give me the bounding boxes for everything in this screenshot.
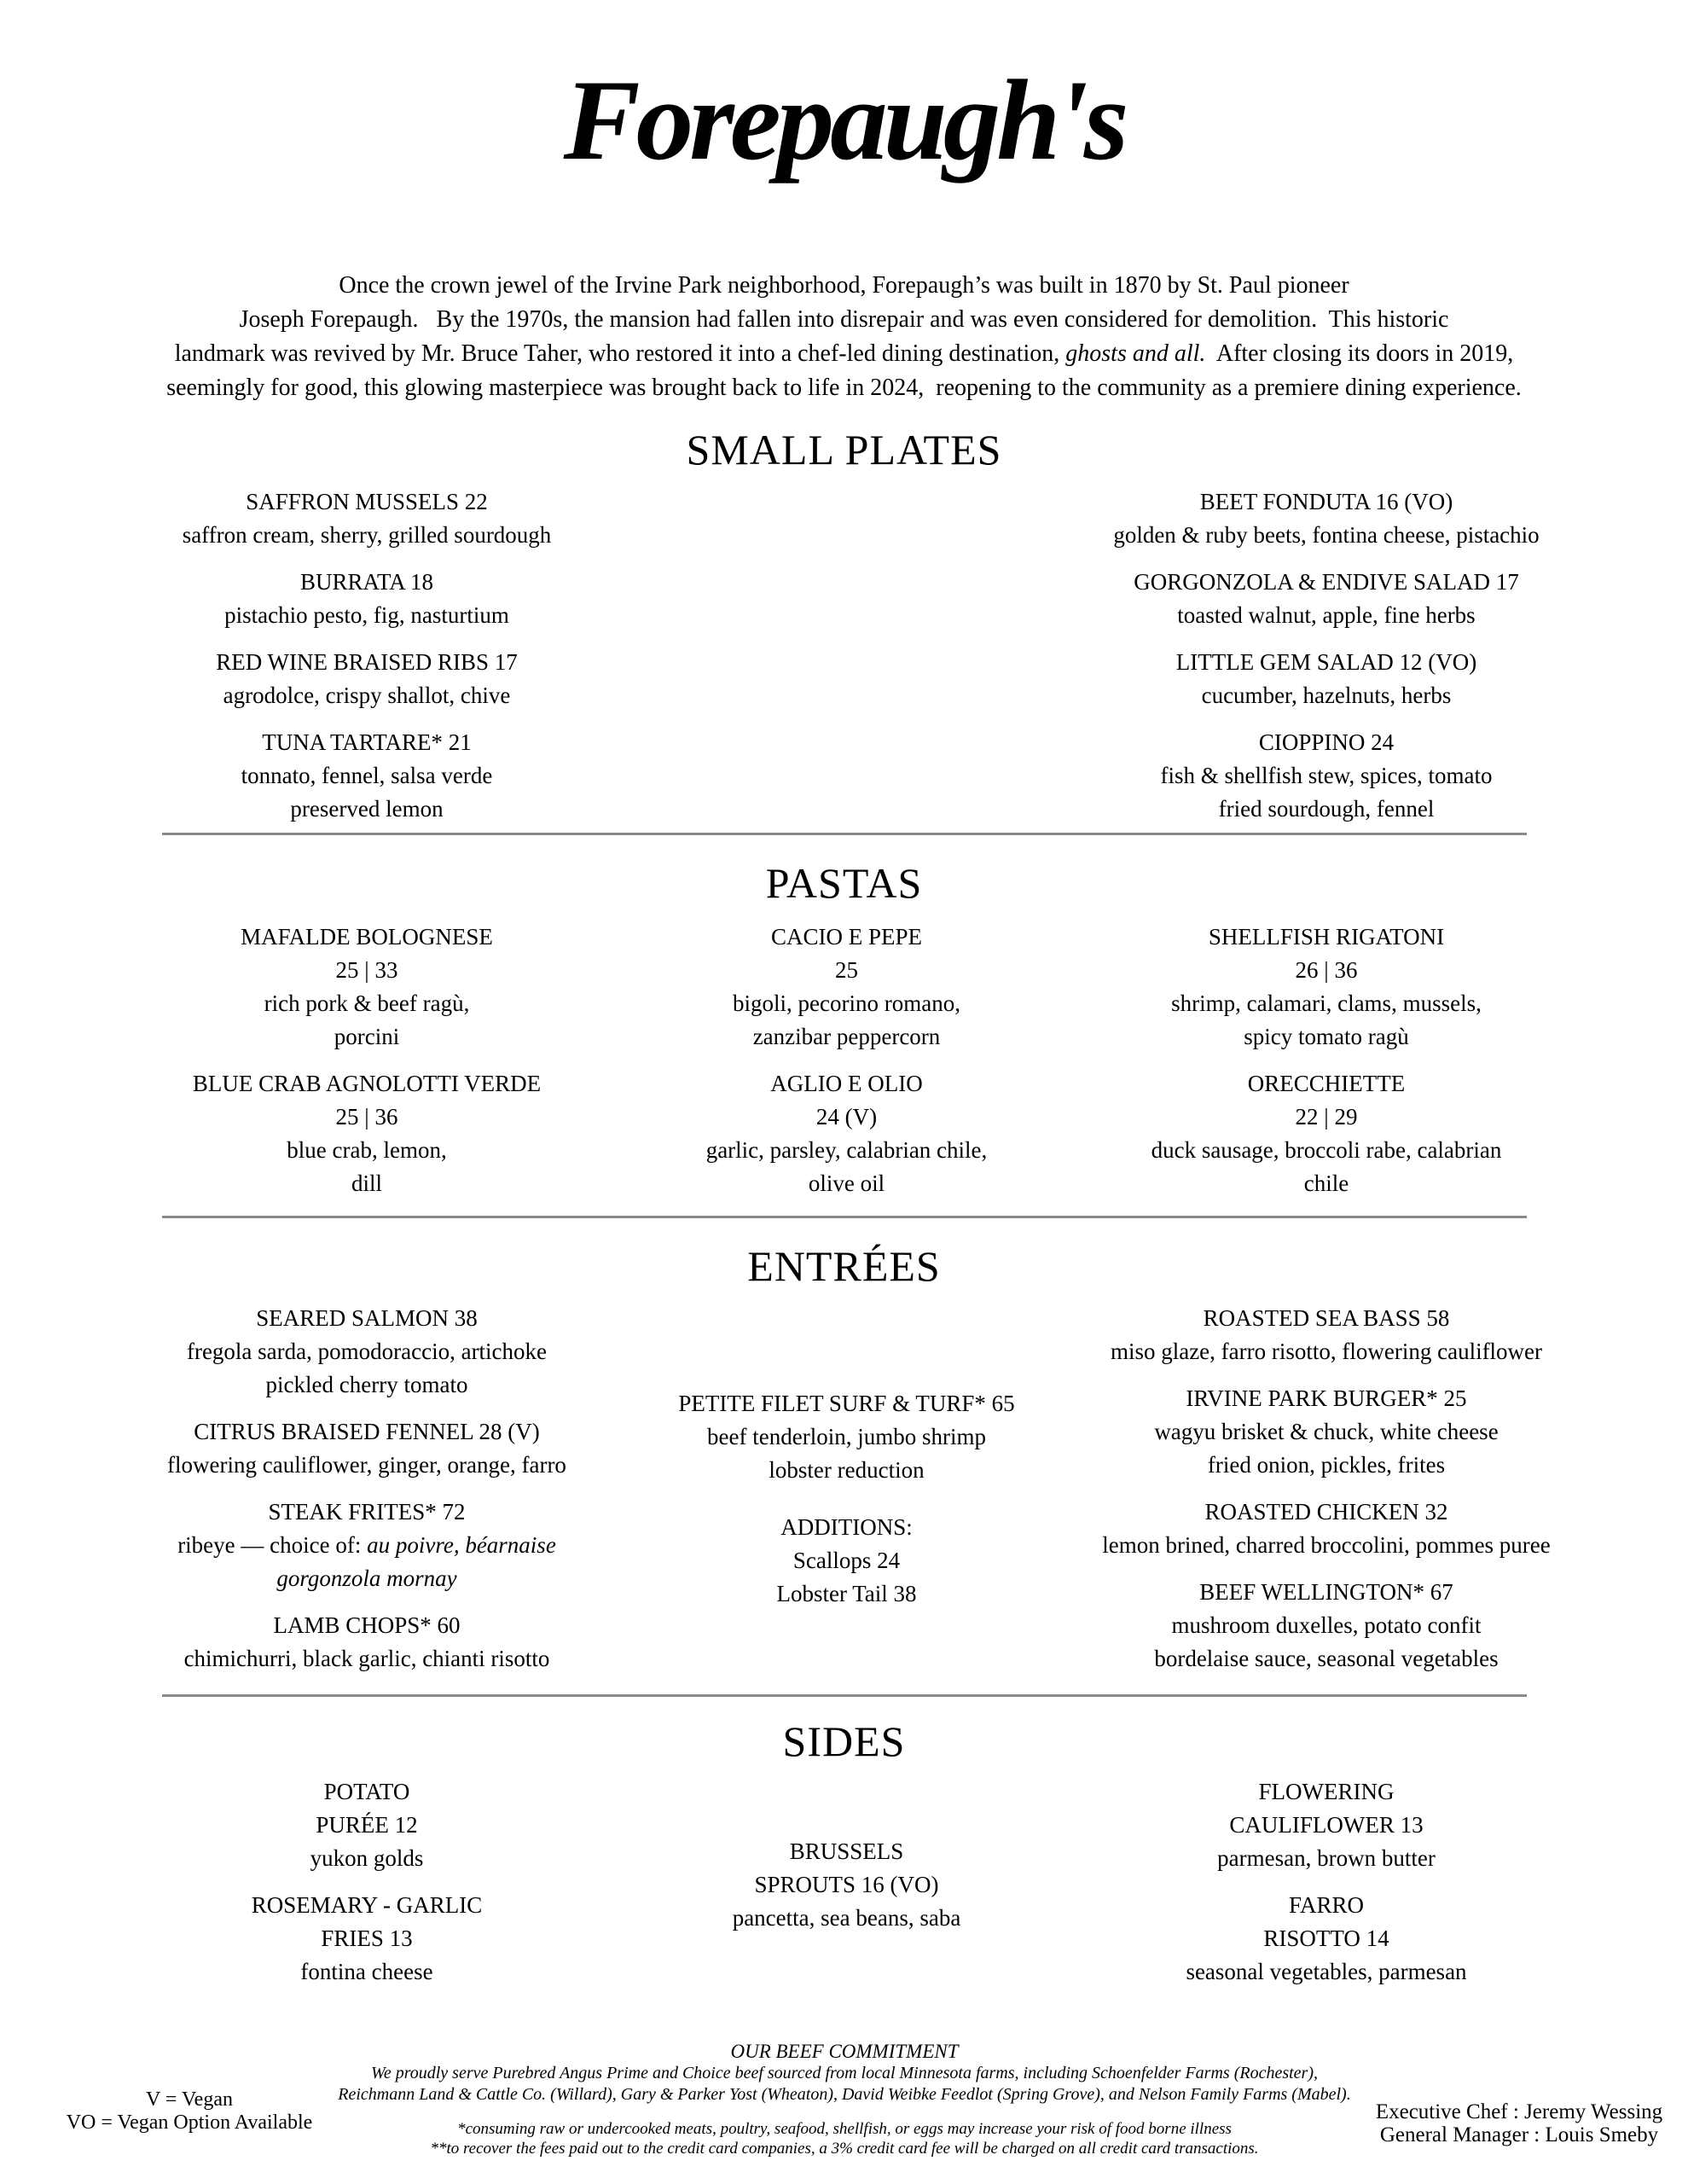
item-description-line: tonnato, fennel, salsa verde	[241, 762, 493, 788]
item-name: CIOPPINO 24	[1258, 729, 1395, 755]
vegan-option-legend-line: VO = Vegan Option Available	[66, 2111, 313, 2134]
item-description-line: bordelaise sauce, seasonal vegetables	[1154, 1645, 1499, 1671]
entrees-columns	[0, 1302, 1688, 1676]
section-sides	[0, 1716, 1688, 1989]
beef-commitment-title: OUR BEEF COMMITMENT	[730, 2041, 959, 2062]
item-description-line: chile	[1303, 1170, 1349, 1196]
vegan-legend-line: V = Vegan	[146, 2088, 233, 2111]
vegan-legend	[19, 2088, 360, 2135]
menu-column	[612, 1775, 1082, 1989]
item-description-line: saffron cream, sherry, grilled sourdough	[182, 521, 552, 548]
item-description-line: porcini	[334, 1023, 400, 1049]
section-title-entrees: ENTRÉES	[747, 1241, 941, 1290]
item-name: SPROUTS 16 (VO)	[754, 1871, 939, 1897]
item-name: AGLIO E OLIO	[770, 1070, 923, 1096]
section-title-pastas: PASTAS	[765, 858, 923, 907]
item-name: BURRATA 18	[299, 568, 434, 595]
item-price: 22 | 29	[1295, 1103, 1358, 1130]
menu-column	[1092, 485, 1561, 826]
item-name: IRVINE PARK BURGER* 25	[1186, 1385, 1467, 1411]
item-description-line: bigoli, pecorino romano,	[733, 990, 960, 1016]
item-name: BEEF WELLINGTON* 67	[1199, 1578, 1453, 1605]
menu-item	[132, 566, 601, 632]
menu-column	[132, 1302, 601, 1676]
item-description-line: yukon golds	[310, 1844, 424, 1871]
menu-item	[1092, 1775, 1561, 1875]
item-description-line: chimichurri, black garlic, chianti risotto	[183, 1645, 550, 1671]
item-description-line: fontina cheese	[300, 1958, 433, 1984]
menu-column	[612, 1302, 1082, 1676]
item-name: GORGONZOLA & ENDIVE SALAD 17	[1134, 568, 1519, 595]
item-description-line: spicy tomato ragù	[1244, 1023, 1409, 1049]
item-description-line: shrimp, calamari, clams, mussels,	[1171, 990, 1482, 1016]
item-description-line: blue crab, lemon,	[287, 1136, 447, 1163]
item-description-line: dill	[351, 1170, 382, 1196]
italic-text-segment: ghosts and all.	[1065, 340, 1206, 367]
item-name: PETITE FILET SURF & TURF* 65	[678, 1390, 1015, 1416]
menu-item	[132, 921, 601, 1054]
item-name: CITRUS BRAISED FENNEL 28 (V)	[194, 1418, 540, 1444]
credit-card-disclaimer: **to recover the fees paid out to the credit card companies, a 3% credit card fee will be charged on all credit card transactions.	[430, 2140, 1259, 2158]
text-segment: ribeye — choice of:	[177, 1531, 368, 1558]
section-divider	[162, 1694, 1527, 1697]
italic-text-segment: au poivre, béarnaise	[367, 1531, 556, 1558]
section-entrees	[0, 1240, 1688, 1676]
item-name: ROSEMARY - GARLIC	[251, 1891, 483, 1918]
item-name: SEARED SALMON 38	[256, 1304, 478, 1331]
pastas-columns	[0, 921, 1688, 1200]
item-description-line: fried sourdough, fennel	[1218, 795, 1435, 822]
menu-item	[132, 1067, 601, 1200]
menu-item	[1092, 1302, 1561, 1368]
menu-item	[1092, 1576, 1561, 1676]
item-name: STEAK FRITES* 72	[268, 1498, 466, 1525]
menu-item	[132, 1302, 601, 1402]
intro-line: seemingly for good, this glowing masterpiece was brought back to life in 2024, reopening to the community as a premiere dining experience.	[166, 374, 1522, 401]
menu-item	[1092, 1889, 1561, 1989]
item-name: POTATO	[323, 1778, 410, 1804]
section-divider	[162, 833, 1527, 835]
item-name: PURÉE 12	[316, 1811, 418, 1838]
item-price: 26 | 36	[1295, 956, 1358, 983]
item-name: ADDITIONS:	[780, 1513, 913, 1540]
section-pastas	[0, 857, 1688, 1200]
item-name: CAULIFLOWER 13	[1229, 1811, 1424, 1838]
item-description-line: miso glaze, farro risotto, flowering cauliflower	[1110, 1338, 1543, 1364]
menu-item	[612, 1067, 1082, 1200]
item-description-line: duck sausage, broccoli rabe, calabrian	[1151, 1136, 1502, 1163]
item-name: ORECCHIETTE	[1247, 1070, 1406, 1096]
item-name: CACIO E PEPE	[770, 923, 923, 950]
beef-commitment	[316, 2041, 1373, 2158]
section-title-small-plates: SMALL PLATES	[686, 425, 1002, 473]
raw-food-disclaimer: *consuming raw or undercooked meats, poultry, seafood, shellfish, or eggs may increase your risk of food borne illness	[457, 2120, 1232, 2138]
sides-columns	[0, 1775, 1688, 1989]
item-name: RISOTTO 14	[1263, 1925, 1389, 1951]
item-name: MAFALDE BOLOGNESE	[241, 923, 493, 950]
item-description-line	[132, 1529, 601, 1562]
menu-item	[1092, 1496, 1561, 1562]
item-description-line: toasted walnut, apple, fine herbs	[1177, 601, 1476, 628]
item-name: FARRO	[1288, 1891, 1365, 1918]
item-description-line	[132, 1562, 601, 1595]
executive-chef-line: Executive Chef : Jeremy Wessing	[1375, 2100, 1663, 2123]
section-divider	[162, 1216, 1527, 1218]
item-name: TUNA TARTARE* 21	[262, 729, 472, 755]
menu-item	[1092, 485, 1561, 552]
menu-column	[132, 485, 601, 826]
menu-item	[1092, 1382, 1561, 1482]
item-name: SHELLFISH RIGATONI	[1208, 923, 1445, 950]
beef-commitment-line: Reichmann Land & Cattle Co. (Willard), Gary & Parker Yost (Wheaton), David Weibke Feedlot (Spring Grove), and Nelson Family Farms (Mabel).	[338, 2085, 1351, 2104]
item-description-line: pancetta, sea beans, saba	[732, 1904, 961, 1931]
item-description-line: Lobster Tail 38	[776, 1580, 917, 1606]
item-description-line: garlic, parsley, calabrian chile,	[705, 1136, 988, 1163]
item-description-line: rich pork & beef ragù,	[264, 990, 470, 1016]
section-small-plates	[0, 424, 1688, 826]
item-description-line: lemon brined, charred broccolini, pommes puree	[1102, 1531, 1551, 1558]
intro-line: Joseph Forepaugh. By the 1970s, the mansion had fallen into disrepair and was even considered for demolition. This historic	[239, 305, 1449, 333]
staff-credits	[1349, 2100, 1688, 2146]
text-segment: landmark was revived by Mr. Bruce Taher, who restored it into a chef-led dining destination,	[174, 340, 1066, 367]
general-manager-line: General Manager : Louis Smeby	[1379, 2123, 1659, 2146]
menu-column	[132, 1775, 601, 1989]
item-name: RED WINE BRAISED RIBS 17	[216, 648, 518, 675]
menu-item	[612, 1387, 1082, 1487]
menu-item	[1092, 921, 1561, 1054]
menu-item	[132, 485, 601, 552]
menu-item	[612, 1511, 1082, 1611]
item-description-line: preserved lemon	[290, 795, 444, 822]
item-description-line: agrodolce, crispy shallot, chive	[223, 682, 511, 708]
menu-column	[1092, 1775, 1561, 1989]
intro-line	[0, 337, 1688, 371]
menu-column	[132, 921, 601, 1200]
menu-item	[132, 1609, 601, 1676]
italic-text-segment: gorgonzola mornay	[276, 1565, 457, 1591]
item-price: 25 | 36	[335, 1103, 398, 1130]
item-description-line: lobster reduction	[769, 1456, 925, 1483]
item-name: BLUE CRAB AGNOLOTTI VERDE	[192, 1070, 542, 1096]
item-price: 25	[835, 956, 858, 983]
intro	[0, 269, 1688, 405]
beef-commitment-line: We proudly serve Purebred Angus Prime and Choice beef sourced from local Minnesota farms, including Schoenfelder Farms (Rochester),	[371, 2064, 1318, 2082]
item-name: ROASTED CHICKEN 32	[1204, 1498, 1448, 1525]
menu-column	[612, 921, 1082, 1200]
menu-column	[1092, 1302, 1561, 1676]
item-description-line: wagyu brisket & chuck, white cheese	[1154, 1418, 1499, 1444]
item-description-line: pickled cherry tomato	[265, 1371, 468, 1397]
menu-item	[612, 921, 1082, 1054]
item-name: BRUSSELS	[789, 1838, 904, 1864]
item-description-line: fried onion, pickles, frites	[1207, 1451, 1446, 1478]
item-name: FLOWERING	[1258, 1778, 1395, 1804]
menu-item	[132, 1775, 601, 1875]
item-description-line: mushroom duxelles, potato confit	[1171, 1612, 1482, 1638]
item-description-line: olive oil	[808, 1170, 885, 1196]
item-name: BEET FONDUTA 16 (VO)	[1199, 488, 1453, 514]
text-segment: After closing its doors in 2019,	[1205, 340, 1514, 367]
menu-item	[132, 1496, 601, 1595]
item-name: SAFFRON MUSSELS 22	[246, 488, 488, 514]
menu-item	[1092, 726, 1561, 826]
menu-item	[132, 1415, 601, 1482]
disclaimers	[316, 2119, 1373, 2158]
menu-item	[1092, 566, 1561, 632]
item-price: 25 | 33	[335, 956, 398, 983]
menu-item	[1092, 646, 1561, 712]
restaurant-logo: Forepaugh's	[563, 57, 1125, 184]
menu-item	[1092, 1067, 1561, 1200]
item-description-line: fish & shellfish stew, spices, tomato	[1160, 762, 1493, 788]
menu-item	[612, 1835, 1082, 1935]
item-description-line: Scallops 24	[792, 1547, 901, 1573]
item-description-line: zanzibar peppercorn	[752, 1023, 941, 1049]
menu-item	[132, 726, 601, 826]
item-price: 24 (V)	[815, 1103, 878, 1130]
item-description-line: pistachio pesto, fig, nasturtium	[224, 601, 509, 628]
item-description-line: golden & ruby beets, fontina cheese, pistachio	[1113, 521, 1540, 548]
item-name: LITTLE GEM SALAD 12 (VO)	[1175, 648, 1477, 675]
small-plates-columns	[0, 485, 1688, 826]
item-description-line: parmesan, brown butter	[1217, 1844, 1436, 1871]
item-description-line: seasonal vegetables, parmesan	[1186, 1958, 1467, 1984]
intro-line: Once the crown jewel of the Irvine Park neighborhood, Forepaugh’s was built in 1870 by St. Paul pioneer	[339, 271, 1349, 299]
item-description-line: beef tenderloin, jumbo shrimp	[707, 1423, 986, 1449]
menu-column	[1092, 921, 1561, 1200]
item-name: LAMB CHOPS* 60	[273, 1612, 461, 1638]
item-description-line: cucumber, hazelnuts, herbs	[1201, 682, 1452, 708]
item-description-line: flowering cauliflower, ginger, orange, farro	[167, 1451, 566, 1478]
item-name: ROASTED SEA BASS 58	[1203, 1304, 1450, 1331]
item-name: FRIES 13	[321, 1925, 413, 1951]
item-description-line: fregola sarda, pomodoraccio, artichoke	[186, 1338, 548, 1364]
menu-item	[132, 1889, 601, 1989]
menu-item	[132, 646, 601, 712]
section-title-sides: SIDES	[782, 1716, 906, 1765]
